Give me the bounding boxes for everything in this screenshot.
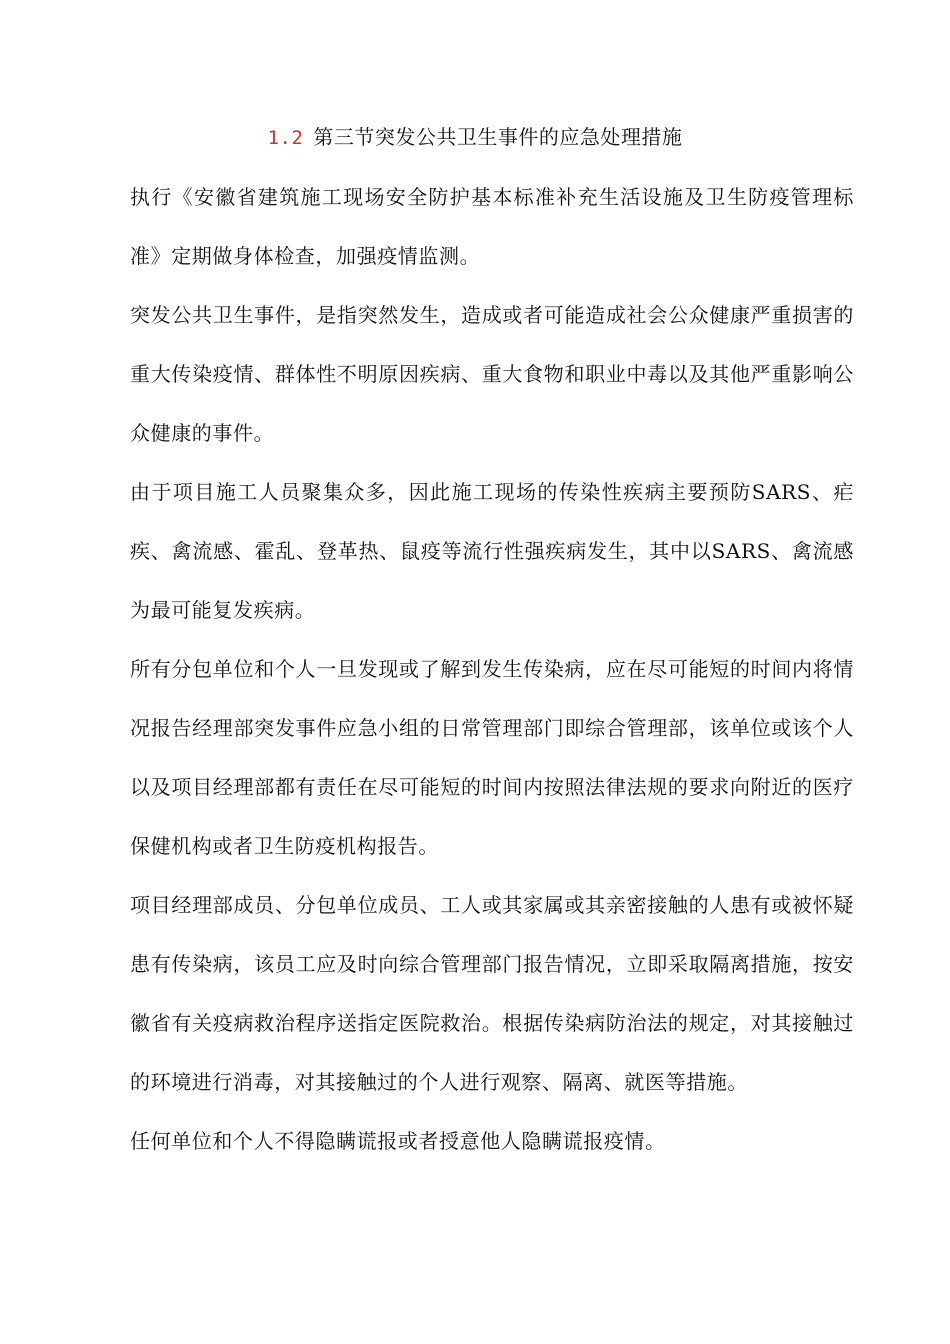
- section-title: 第三节突发公共卫生事件的应急处理措施: [313, 125, 683, 149]
- paragraph-4: 所有分包单位和个人一旦发现或了解到发生传染病，应在尽可能短的时间内将情况报告经理部突发事件应急小组的日常管理部门即综合管理部，该单位或该个人以及项目经理部都有责任在尽可能短的时间内按照法律法规的要求向附近的医疗保健机构或者卫生防疫机构报告。: [130, 657, 854, 858]
- paragraph-5: 项目经理部成员、分包单位成员、工人或其家属或其亲密接触的人患有或被怀疑患有传染病，该员工应及时向综合管理部门报告情况，立即采取隔离措施，按安徽省有关疫病救治程序送指定医院救治。根据传染病防治法的规定，对其接触过的环境进行消毒，对其接触过的个人进行观察、隔离、就医等措施。: [130, 893, 854, 1094]
- paragraph-2: 突发公共卫生事件，是指突然发生，造成或者可能造成社会公众健康严重损害的重大传染疫情、群体性不明原因疾病、重大食物和职业中毒以及其他严重影响公众健康的事件。: [130, 303, 854, 445]
- document-body: [130, 168, 854, 1171]
- section-number: 1.2: [267, 127, 304, 149]
- paragraph-6: 任何单位和个人不得隐瞒谎报或者授意他人隐瞒谎报疫情。: [130, 1129, 666, 1153]
- paragraph-3: 由于项目施工人员聚集众多，因此施工现场的传染性疾病主要预防SARS、疟疾、禽流感、霍乱、登革热、鼠疫等流行性强疾病发生，其中以SARS、禽流感为最可能复发疾病。: [130, 480, 854, 622]
- section-heading: [0, 122, 950, 153]
- paragraph-1: 执行《安徽省建筑施工现场安全防护基本标准补充生活设施及卫生防疫管理标准》定期做身体检查，加强疫情监测。: [130, 185, 854, 268]
